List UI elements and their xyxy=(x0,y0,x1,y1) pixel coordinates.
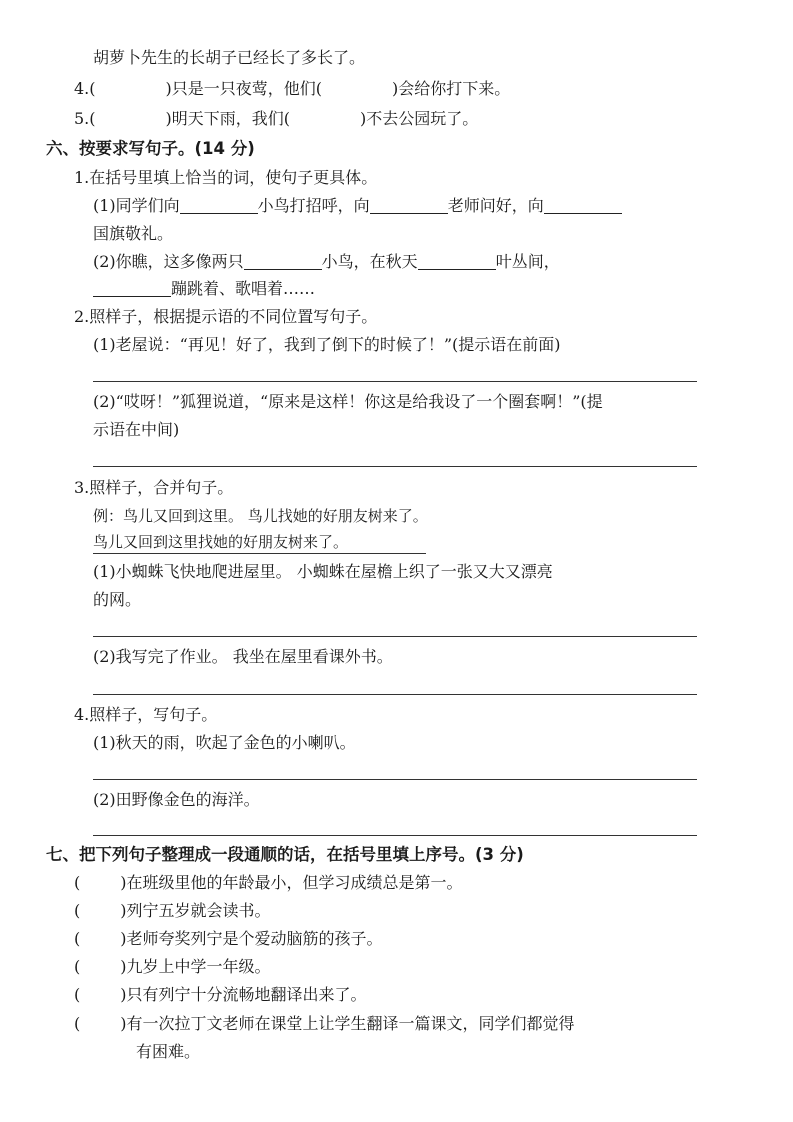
answer-line[interactable] xyxy=(93,835,697,836)
blank-field[interactable] xyxy=(418,251,496,270)
question-5: 5.( )明天下雨，我们( )不去公园玩了。 xyxy=(74,109,479,128)
section-6-title: 六、按要求写句子。(14 分) xyxy=(46,139,255,158)
sentence-2-1: (1)老屋说：“再见！好了，我到了倒下的时候了！”(提示语在前面) xyxy=(93,335,561,354)
paren-open: ( xyxy=(74,985,81,1004)
answer-line[interactable] xyxy=(93,466,697,467)
question-4: 4.( )只是一只夜莺，他们( )会给你打下来。 xyxy=(74,79,511,98)
list-item xyxy=(74,983,367,1007)
list-item-text: 九岁上中学一年级。 xyxy=(126,957,271,976)
text-line: 胡萝卜先生的长胡子已经长了多长了。 xyxy=(93,48,366,67)
fill-sentence-1: (1)同学们向 小鸟打招呼，向 老师问好，向 xyxy=(93,194,622,218)
example-line: 例：鸟儿又回到这里。 鸟儿找她的好朋友树来了。 xyxy=(93,507,428,525)
list-item-text: 有一次拉丁文老师在课堂上让学生翻译一篇课文，同学们都觉得 xyxy=(126,1014,575,1033)
sentence-3-1-cont: 的网。 xyxy=(93,590,142,609)
list-item-text: 老师夸奖列宁是个爱动脑筋的孩子。 xyxy=(126,929,383,948)
answer-line[interactable] xyxy=(93,694,697,695)
list-item xyxy=(74,1012,575,1036)
blank-field[interactable] xyxy=(544,195,622,214)
fill-sentence-2: (2)你瞧，这多像两只 小鸟，在秋天 叶丛间， xyxy=(93,252,560,271)
question-6-3: 3.照样子，合并句子。 xyxy=(74,478,234,497)
list-item xyxy=(74,955,271,979)
sentence-3-2: (2)我写完了作业。 我坐在屋里看课外书。 xyxy=(93,647,393,666)
paren-open: ( xyxy=(74,957,81,976)
answer-line[interactable] xyxy=(93,779,697,780)
section-7-title: 七、把下列句子整理成一段通顺的话，在括号里填上序号。(3 分) xyxy=(46,845,524,864)
paren-close: ) xyxy=(120,957,127,976)
paren-open: ( xyxy=(74,873,81,892)
question-6-1: 1.在括号里填上恰当的词，使句子更具体。 xyxy=(74,168,378,187)
paren-close: ) xyxy=(120,1014,127,1033)
list-item xyxy=(74,899,271,923)
fill-sentence-2-cont: 蹦跳着、歌唱着…… xyxy=(93,277,315,301)
sentence-2-2: (2)“哎呀！”狐狸说道，“原来是这样！你这是给我设了一个圈套啊！”(提 xyxy=(93,392,603,411)
blank-field[interactable] xyxy=(244,251,322,270)
fill-sentence-1-cont: 国旗敬礼。 xyxy=(93,224,174,243)
paren-close: ) xyxy=(120,929,127,948)
paren-open: ( xyxy=(74,901,81,920)
list-item-text: 只有列宁十分流畅地翻译出来了。 xyxy=(126,985,367,1004)
example-answer: 鸟儿又回到这里找她的好朋友树来了。 xyxy=(93,533,349,551)
list-item-text: 列宁五岁就会读书。 xyxy=(126,901,271,920)
answer-line[interactable] xyxy=(93,381,697,382)
paren-open: ( xyxy=(74,929,81,948)
list-item xyxy=(74,871,463,895)
list-item-text: 在班级里他的年龄最小，但学习成绩总是第一。 xyxy=(126,873,463,892)
question-6-2: 2.照样子，根据提示语的不同位置写句子。 xyxy=(74,307,378,326)
example-underline xyxy=(93,553,426,554)
list-item xyxy=(74,927,383,951)
paren-open: ( xyxy=(74,1014,81,1033)
list-item-cont: 有困难。 xyxy=(136,1042,201,1061)
paren-close: ) xyxy=(120,901,127,920)
answer-line[interactable] xyxy=(93,636,697,637)
sentence-4-2: (2)田野像金色的海洋。 xyxy=(93,790,260,809)
sentence-2-2-cont: 示语在中间) xyxy=(93,420,180,439)
sentence-4-1: (1)秋天的雨，吹起了金色的小喇叭。 xyxy=(93,733,356,752)
blank-field[interactable] xyxy=(370,195,448,214)
blank-field[interactable] xyxy=(180,195,258,214)
question-6-4: 4.照样子，写句子。 xyxy=(74,705,218,724)
blank-field[interactable] xyxy=(93,278,171,297)
paren-close: ) xyxy=(120,985,127,1004)
paren-close: ) xyxy=(120,873,127,892)
sentence-3-1: (1)小蜘蛛飞快地爬进屋里。 小蜘蛛在屋檐上织了一张又大又漂亮 xyxy=(93,562,553,581)
